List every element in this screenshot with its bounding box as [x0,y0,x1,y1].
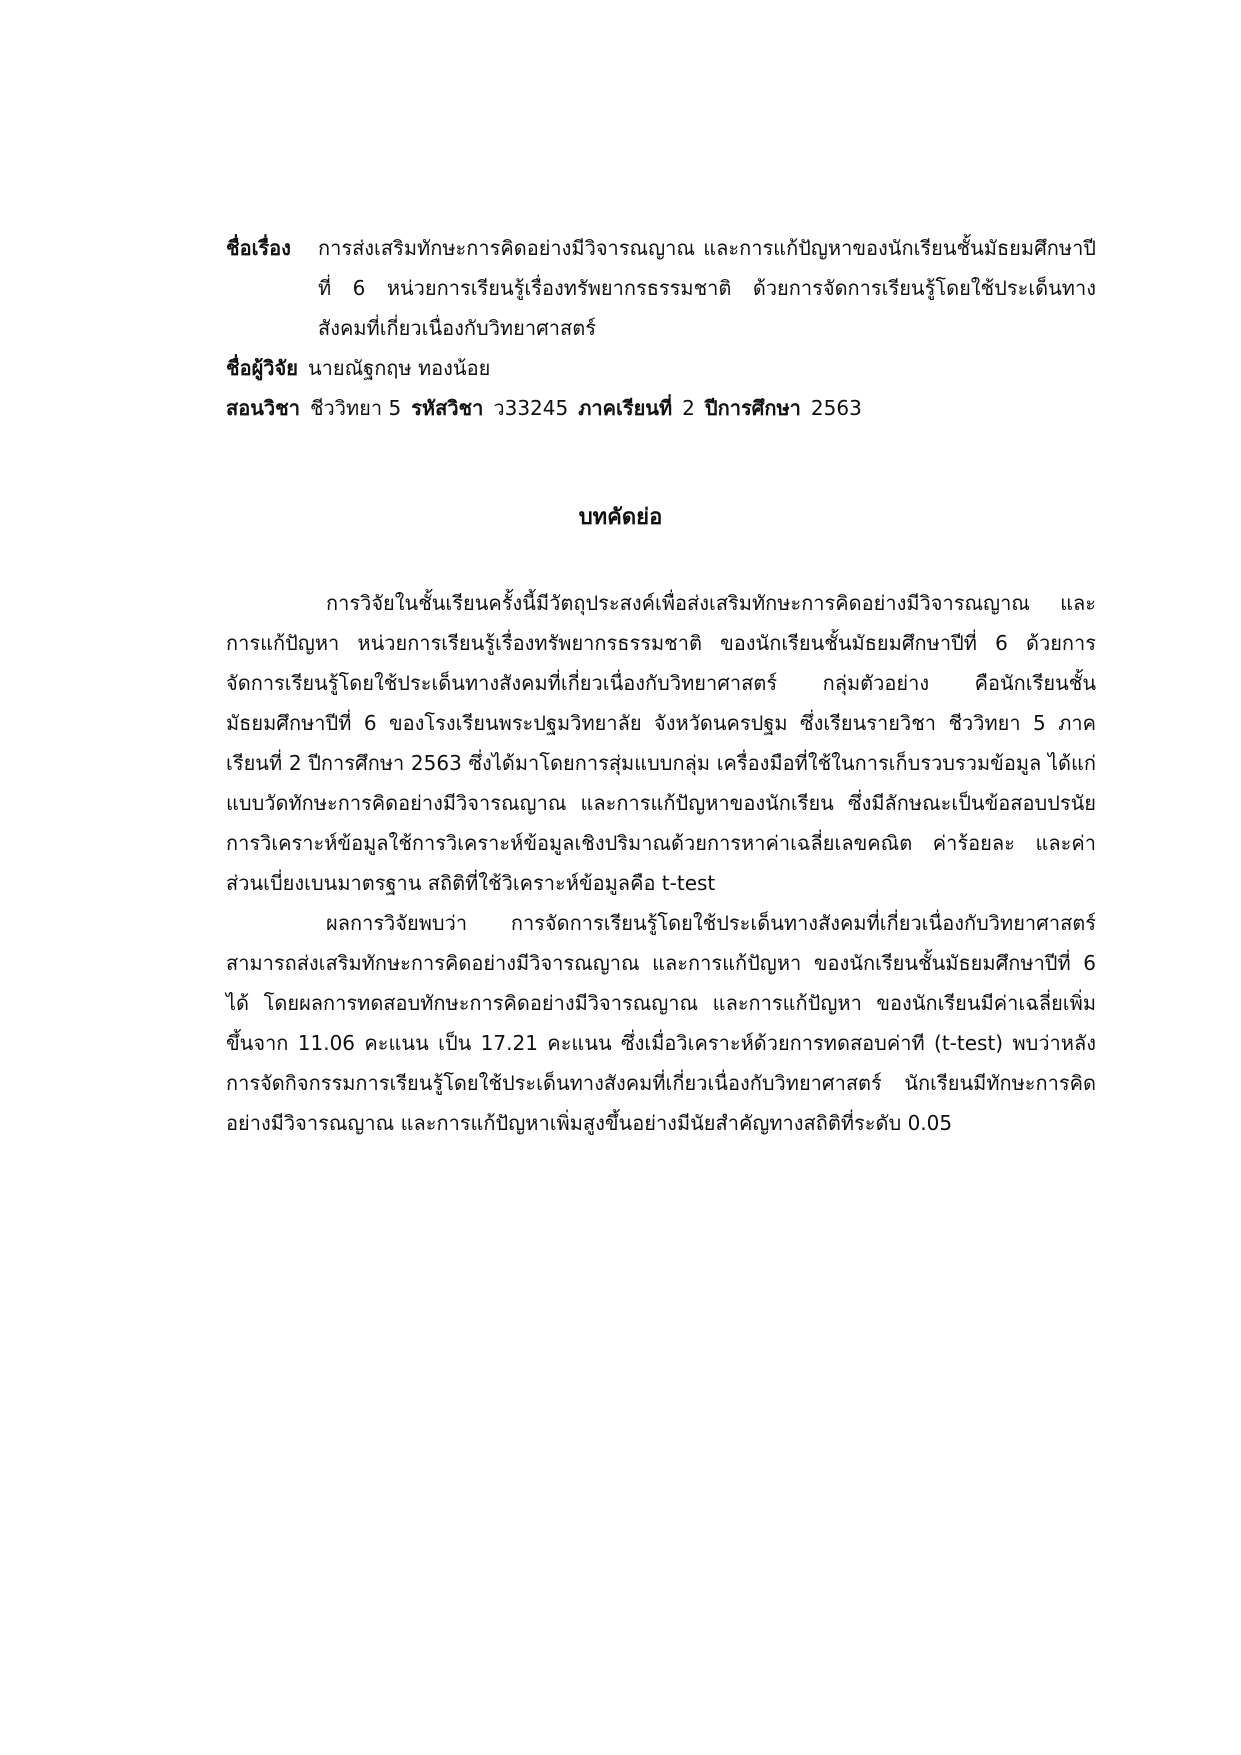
course-code-label: รหัสวิชา [411,396,484,420]
abstract-body [226,583,1096,1143]
semester-value: 2 [682,396,695,420]
abstract-heading: บทคัดย่อ [578,505,663,530]
abstract-paragraph-1: การวิจัยในชั้นเรียนครั้งนี้มีวัตถุประสงค์เพื่อส่งเสริมทักษะการคิดอย่างมีวิจารณญาณ และการแก้ปัญหา หน่วยการเรียนรู้เรื่องทรัพยากรธรรมชาติ ของนักเรียนชั้นมัธยมศึกษาปีที่ 6 ด้วยการจัดการเรียนรู้โดยใช้ประเด็นทางสังคมที่เกี่ยวเนื่องกับวิทยาศาสตร์ กลุ่มตัวอย่าง คือนักเรียนชั้นมัธยมศึกษาปีที่ 6 ของโรงเรียนพระปฐมวิทยาลัย จังหวัดนครปฐม ซึ่งเรียนรายวิชา ชีววิทยา 5 ภาคเรียนที่ 2 ปีการศึกษา 2563 ซึ่งได้มาโดยการสุ่มแบบกลุ่ม เครื่องมือที่ใช้ในการเก็บรวบรวมข้อมูล ได้แก่ แบบวัดทักษะการคิดอย่างมีวิจารณญาณ และการแก้ปัญหาของนักเรียน ซึ่งมีลักษณะเป็นข้อสอบปรนัย การวิเคราะห์ข้อมูลใช้การวิเคราะห์ข้อมูลเชิงปริมาณด้วยการหาค่าเฉลี่ยเลขคณิต ค่าร้อยละ และค่าส่วนเบี่ยงเบนมาตรฐาน สถิติที่ใช้วิเคราะห์ข้อมูลคือ t-test [226,591,1096,895]
academic-year-label: ปีการศึกษา [704,396,801,420]
subject-value: ชีววิทยา 5 [309,396,402,420]
title-row [226,228,1096,348]
title-text: การส่งเสริมทักษะการคิดอย่างมีวิจารณญาณ และการแก้ปัญหาของนักเรียนชั้นมัธยมศึกษาปีที่ 6 หน่วยการเรียนรู้เรื่องทรัพยากรธรรมชาติ ด้วยการจัดการเรียนรู้โดยใช้ประเด็นทางสังคมที่เกี่ยวเนื่องกับวิทยาศาสตร์ [318,236,1096,340]
course-row [226,388,1096,428]
course-code-value: ว33245 [493,396,569,420]
title-label: ชื่อเรื่อง [226,236,291,260]
semester-label: ภาคเรียนที่ [578,396,673,420]
subject-label: สอนวิชา [226,396,300,420]
document-metadata [226,228,1096,428]
researcher-label: ชื่อผู้วิจัย [226,356,298,380]
abstract-paragraph-2: ผลการวิจัยพบว่า การจัดการเรียนรู้โดยใช้ประเด็นทางสังคมที่เกี่ยวเนื่องกับวิทยาศาสตร์ สามารถส่งเสริมทักษะการคิดอย่างมีวิจารณญาณ และการแก้ปัญหา ของนักเรียนชั้นมัธยมศึกษาปีที่ 6 ได้ โดยผลการทดสอบทักษะการคิดอย่างมีวิจารณญาณ และการแก้ปัญหา ของนักเรียนมีค่าเฉลี่ยเพิ่มขึ้นจาก 11.06 คะแนน เป็น 17.21 คะแนน ซึ่งเมื่อวิเคราะห์ด้วยการทดสอบค่าที (t-test) พบว่าหลังการจัดกิจกรรมการเรียนรู้โดยใช้ประเด็นทางสังคมที่เกี่ยวเนื่องกับวิทยาศาสตร์ นักเรียนมีทักษะการคิดอย่างมีวิจารณญาณ และการแก้ปัญหาเพิ่มสูงขึ้นอย่างมีนัยสำคัญทางสถิติที่ระดับ 0.05 [226,911,1096,1135]
researcher-name: นายณัฐกฤษ ทองน้อย [307,356,491,380]
researcher-row [226,348,1096,388]
academic-year-value: 2563 [810,396,862,420]
